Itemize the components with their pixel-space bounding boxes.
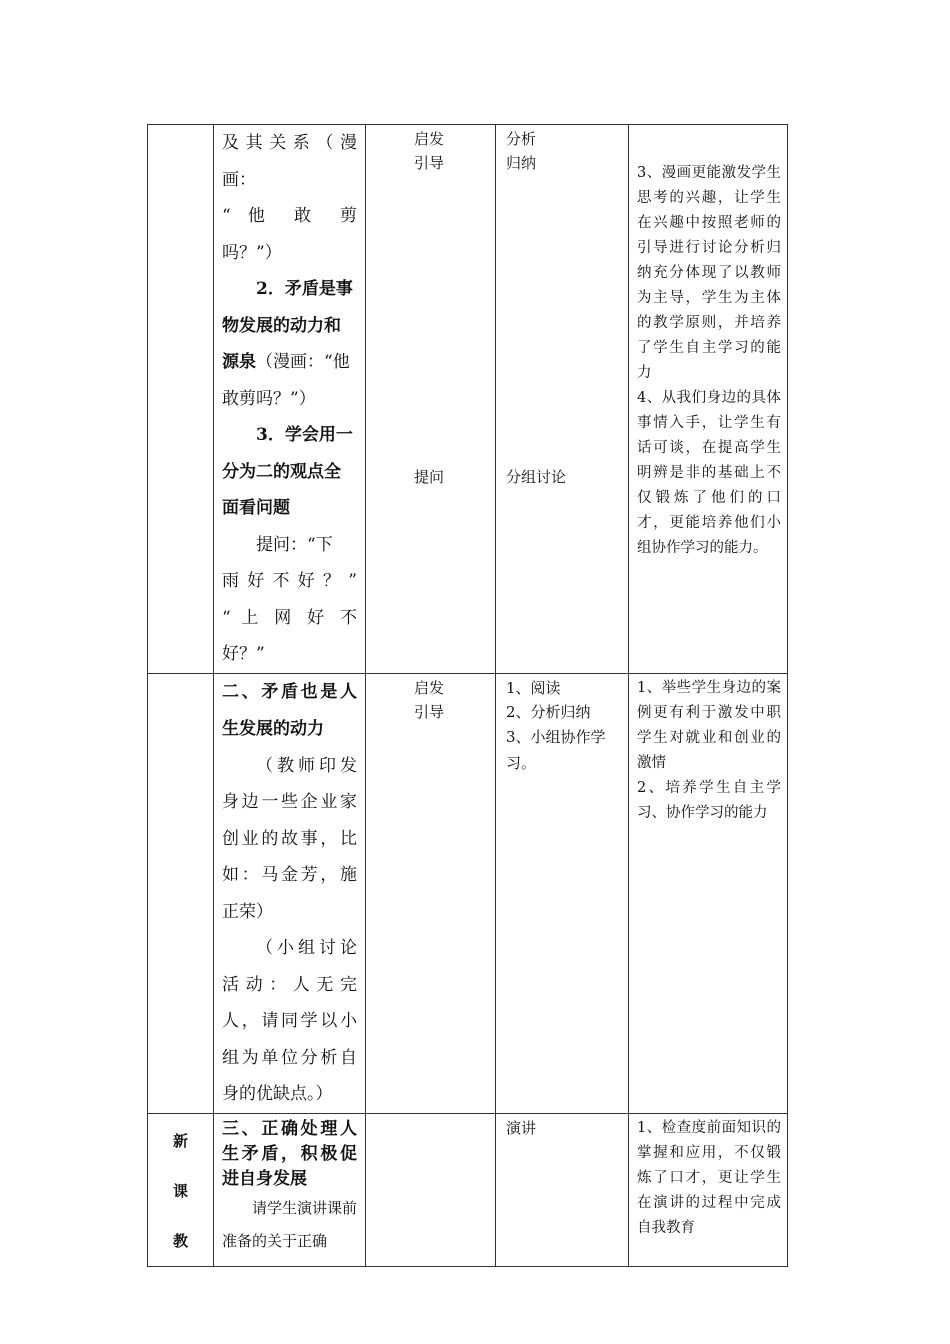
activity-text: 分析 归纳 xyxy=(506,130,537,172)
activity-text: 分组讨论 xyxy=(506,468,567,486)
purpose-text: 4、从我们身边的具体事情入手，让学生有话可谈，在提高学生明辨是非的基础上不仅锻炼了他们的口才，更能培养他们小组协作学习的能力。 xyxy=(637,390,781,556)
method-cell xyxy=(366,1113,496,1266)
content-line: 请学生演讲课前准备的关于正确 xyxy=(222,1198,358,1250)
activity-item: 2、分析归纳 xyxy=(506,702,591,721)
content-heading: 三、正确处理人生矛盾，积极促进自身发展 xyxy=(222,1118,357,1189)
activity-cell xyxy=(496,125,629,674)
content-line: 吗？”） xyxy=(222,242,282,263)
content-line: 及其关系（漫画： xyxy=(222,133,357,190)
purpose-text: 1、检查度前面知识的掌握和应用，不仅锻炼了口才，更让学生在演讲的过程中完成自我教育 xyxy=(637,1119,781,1236)
content-line: （小组讨论活动：人无完人，请同学以小组为单位分析自身的优缺点。） xyxy=(222,938,357,1104)
content-line: 雨 好 不 好 ？ ” xyxy=(222,571,357,591)
method-text: 启发 引导 xyxy=(414,678,445,721)
purpose-cell xyxy=(629,125,788,674)
method-cell xyxy=(366,125,496,674)
content-heading: 物发展的动力和 xyxy=(222,315,341,336)
activity-cell xyxy=(496,1113,629,1266)
content-cell xyxy=(214,1113,366,1266)
content-heading: 分为二的观点全 xyxy=(222,461,341,482)
purpose-cell xyxy=(629,1113,788,1266)
purpose-text: 2、培养学生自主学习、协作学习的能力 xyxy=(637,779,781,821)
activity-item: 1、阅读 xyxy=(506,678,561,697)
content-line: 好？” xyxy=(222,644,265,664)
content-heading: 源泉 xyxy=(222,352,256,372)
purpose-text: 1、举些学生身边的案例更有利于激发中职学生对就业和创业的激情 xyxy=(637,679,781,771)
content-line: “ 他 敢 剪 xyxy=(222,206,357,226)
section-label-cell xyxy=(148,125,214,674)
content-heading: 3．学会用一 xyxy=(256,425,353,445)
section-label-cell xyxy=(148,673,214,1113)
method-text: 启发 引导 xyxy=(414,130,445,172)
section-label-char: 教 xyxy=(172,1231,188,1250)
content-heading: 面看问题 xyxy=(222,498,290,518)
content-line: 提问：“下 xyxy=(256,534,333,555)
table-row xyxy=(148,125,788,674)
content-line: （漫画：“他 xyxy=(256,352,350,372)
content-cell xyxy=(214,125,366,674)
purpose-text: 3、漫画更能激发学生思考的兴趣，让学生在兴趣中按照老师的引导进行讨论分析归纳充分体现了以教师为主导，学生为主体的教学原则，并培养了学生自主学习的能力 xyxy=(637,165,781,381)
activity-item: 3、小组协作学习。 xyxy=(506,727,606,772)
section-label-cell xyxy=(148,1113,214,1266)
section-label-char: 新 xyxy=(172,1131,188,1150)
purpose-cell xyxy=(629,673,788,1113)
content-heading: 2．矛盾是事 xyxy=(256,279,353,299)
table-row xyxy=(148,1113,788,1266)
section-label-char: 课 xyxy=(172,1181,188,1200)
method-text: 提问 xyxy=(414,468,445,486)
content-line: 敢剪吗？”） xyxy=(222,388,316,409)
content-cell xyxy=(214,673,366,1113)
activity-cell xyxy=(496,673,629,1113)
activity-text: 演讲 xyxy=(506,1118,537,1137)
content-heading: 二、矛盾也是人生发展的动力 xyxy=(222,681,357,739)
table-row xyxy=(148,673,788,1113)
content-line: （教师印发身边一些企业家创业的故事，比如：马金芳，施正荣） xyxy=(222,755,357,922)
content-line: “ 上 网 好 不 xyxy=(222,607,357,628)
method-cell xyxy=(366,673,496,1113)
lesson-plan-table xyxy=(147,124,788,1267)
